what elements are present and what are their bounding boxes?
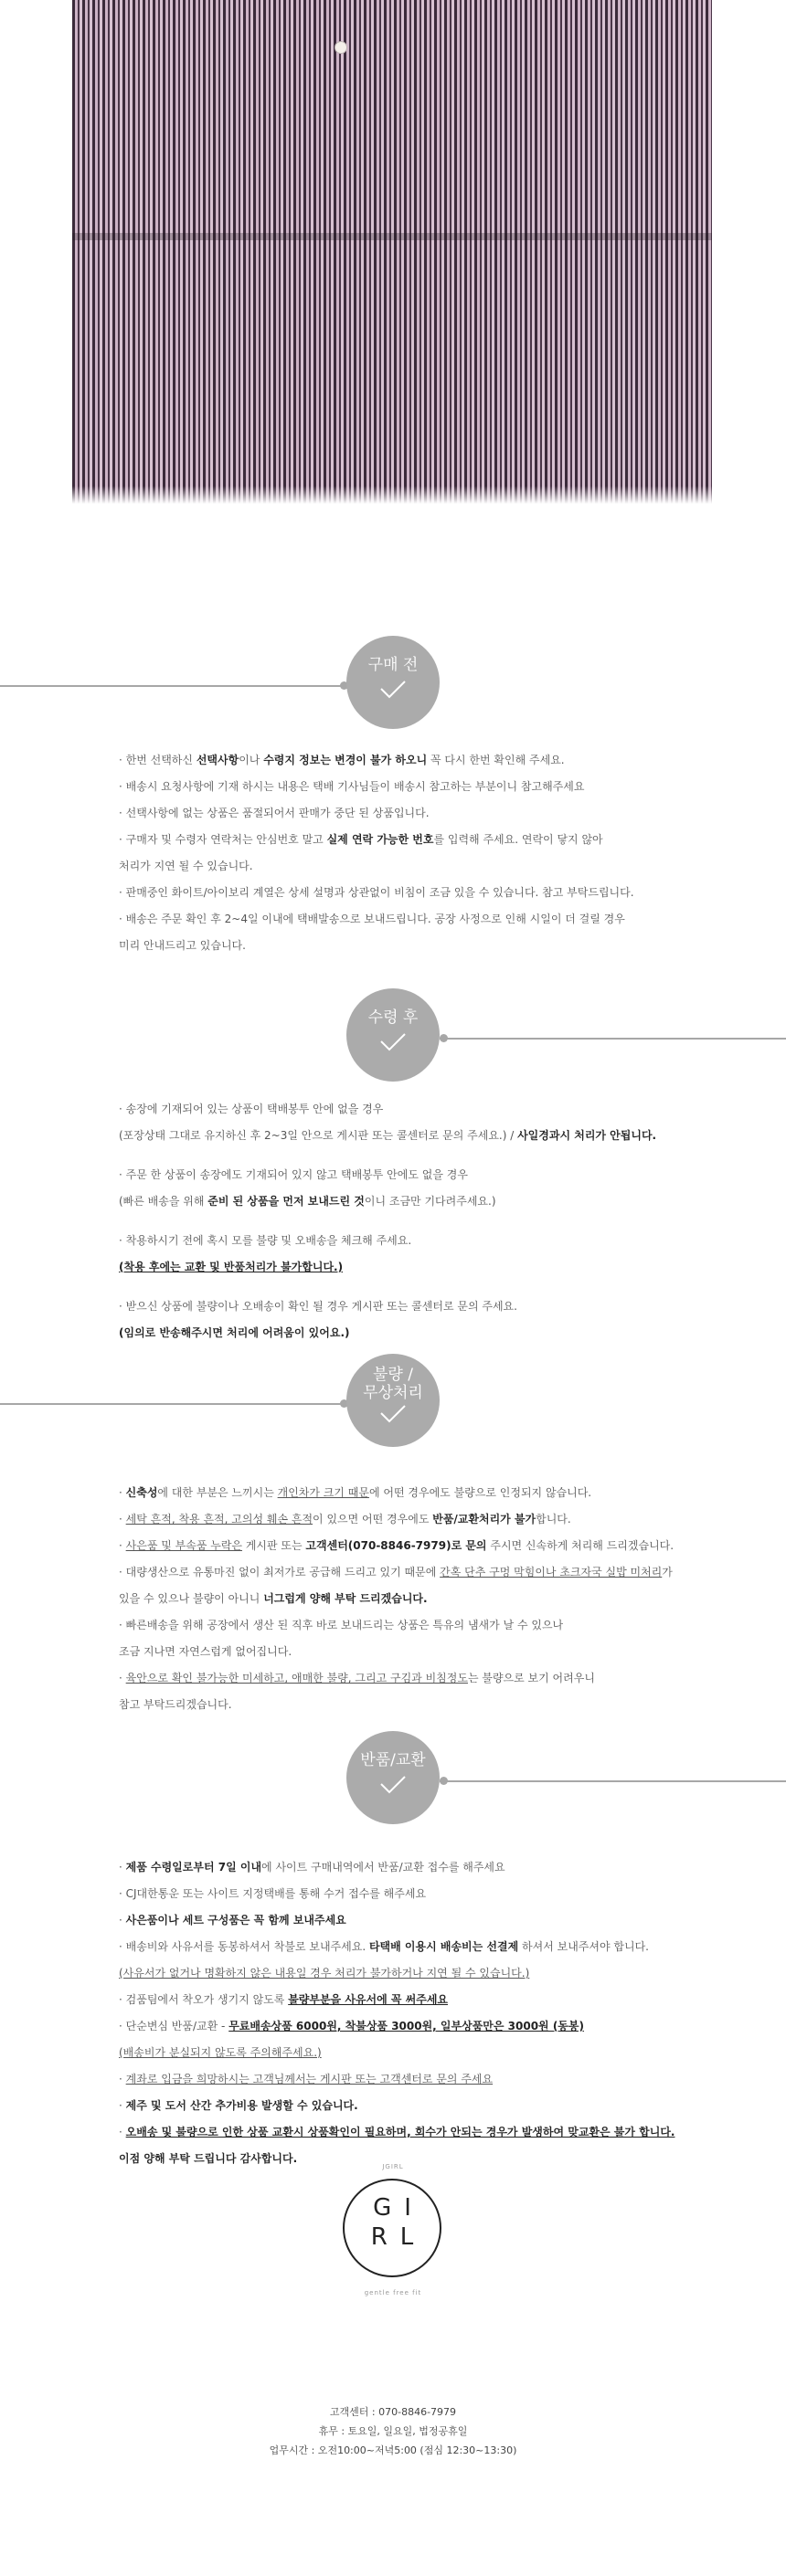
section-badge: [346, 1354, 440, 1447]
section-badge: [346, 1731, 440, 1824]
list-item: · 배송은 주문 확인 후 2~4일 이내에 택배발송으로 보내드립니다. 공장 사정으로 인해 시일이 더 걸릴 경우: [119, 913, 625, 925]
contact-holidays: 휴무 : 토요일, 일요일, 법정공휴일: [318, 2425, 468, 2437]
divider-line: [0, 1403, 346, 1405]
underlined-text: (사유서가 없거나 명확하지 않은 내용일 경우 처리가 불가하거나 지연 될 수 있습니다.): [119, 1967, 530, 1980]
emphasis-text: 타택배 이용시 배송비는 선결제: [368, 1940, 519, 1953]
spacer: [119, 1215, 704, 1228]
list-item: · 빠른배송을 위해 공장에서 생산 된 직후 바로 보내드리는 상품은 특유의 냄새가 날 수 있으나: [119, 1619, 564, 1631]
check-icon: [379, 680, 407, 700]
list-item: · 착용하시기 전에 혹시 모를 불량 및 오배송을 체크해 주세요.: [119, 1234, 412, 1247]
list-item: · 대량생산으로 유통마진 없이 최저가로 공급해 드리고 있기 때문에 간혹 단추 구멍 막힘이나 초크자국 실밥 미처리가: [119, 1566, 673, 1578]
underlined-text: 간혹 단추 구멍 막힘이나 초크자국 실밥 미처리: [440, 1566, 663, 1578]
list-item: · 단순변심 반품/교환 - 무료배송상품 6000원, 착불상품 3000원, 일부상품만은 3000원 (동봉): [119, 2020, 584, 2032]
list-item: · 사은품 및 부속품 누락은 게시판 또는 고객센터(070-8846-7979)로 문의 주시면 신속하게 처리해 드리겠습니다.: [119, 1539, 674, 1552]
list-item: [119, 1320, 704, 1346]
list-item: · 배송시 요청사항에 기재 하시는 내용은 택배 기사님들이 배송시 참고하는 부분이니 참고해주세요: [119, 780, 585, 793]
list-item: · 세탁 흔적, 착용 흔적, 고의성 훼손 흔적이 있으면 어떤 경우에도 반품/교환처리가 불가합니다.: [119, 1513, 571, 1526]
section-body-return: [119, 1854, 704, 2172]
logo-line1: GI: [373, 2194, 424, 2222]
section-header-after: [0, 988, 786, 1089]
shirt-fold-shadow: [72, 233, 712, 240]
emphasis-text: 너그럽게 양해 부탁 드리겠습니다.: [263, 1592, 428, 1605]
emphasis-underlined-text: 무료배송상품 6000원, 착불상품 3000원, 일부상품만은 3000원 (동봉): [228, 2020, 584, 2032]
list-item: · 검품팀에서 착오가 생기지 않도록 불량부분을 사유서에 꼭 써주세요: [119, 1993, 449, 2006]
emphasis-text: 준비 된 상품을 먼저 보내드린 것: [207, 1195, 365, 1208]
underlined-text: 사은품 및 부속품 누락은: [125, 1539, 243, 1552]
underlined-text: 세탁 흔적, 착용 흔적, 고의성 훼손 흔적: [125, 1513, 313, 1526]
emphasis-underlined-text: 오배송 및 불량으로 인한 상품 교환시 상품확인이 필요하며, 회수가 안되는 경우가 발생하여 맞교환은 불가 합니다.: [125, 2126, 675, 2138]
underlined-text: 계좌로 입금을 희망하시는 고객님께서는 게시판 또는 고객센터로 문의 주세요: [125, 2073, 494, 2085]
list-item: · 사은품이나 세트 구성품은 꼭 함께 보내주세요: [119, 1914, 346, 1927]
list-item: · 계좌로 입금을 희망하시는 고객님께서는 게시판 또는 고객센터로 문의 주세요: [119, 2073, 494, 2085]
list-item: · 오배송 및 불량으로 인한 상품 교환시 상품확인이 필요하며, 회수가 안되는 경우가 발생하여 맞교환은 불가 합니다.: [119, 2126, 675, 2138]
spacer: [119, 1149, 704, 1162]
section-header-return: [0, 1731, 786, 1832]
section-body-before: [119, 747, 704, 959]
list-item: · 신축성에 대한 부분은 느끼시는 개인차가 크기 때문에 어떤 경우에도 불량으로 인정되지 않습니다.: [119, 1486, 592, 1499]
section-title: 수령 후: [367, 1008, 419, 1027]
contact-info: [0, 2402, 786, 2460]
list-item: (빠른 배송을 위해 준비 된 상품을 먼저 보내드린 것이니 조금만 기다려주세요.): [119, 1195, 496, 1208]
section-header-defect: [0, 1354, 786, 1454]
list-item: [119, 2040, 704, 2066]
divider-line: [440, 1780, 786, 1782]
list-item: 참고 부탁드리겠습니다.: [119, 1698, 232, 1711]
emphasis-text: 제품 수령일로부터 7일 이내: [125, 1861, 262, 1874]
emphasis-text: 선택사항: [196, 754, 239, 766]
logo-line2: RL: [370, 2223, 427, 2251]
underlined-text: 육안으로 확인 불가능한 미세하고, 애매한 불량, 그리고 구김과 비침정도: [125, 1672, 468, 1684]
emphasis-underlined-text: (착용 후에는 교환 및 반품처리가 불가합니다.): [119, 1261, 344, 1273]
list-item: · 육안으로 확인 불가능한 미세하고, 애매한 불량, 그리고 구김과 비침정도는 불량으로 보기 어려우니: [119, 1672, 595, 1684]
list-item: · 배송비와 사유서를 동봉하셔서 착불로 보내주세요. 타택배 이용시 배송비는 선결제 하셔서 보내주셔야 합니다.: [119, 1940, 649, 1953]
list-item: · 구매자 및 수령자 연락처는 안심번호 말고 실제 연락 가능한 번호를 입력해 주세요. 연락이 닿지 않아: [119, 833, 603, 846]
list-item: · 판매중인 화이트/아이보리 계열은 상세 설명과 상관없이 비침이 조금 있을 수 있습니다. 참고 부탁드립니다.: [119, 886, 634, 899]
section-badge: [346, 988, 440, 1082]
emphasis-text: 제주 및 도서 산간 추가비용 발생할 수 있습니다.: [125, 2099, 358, 2112]
list-item: · 제주 및 도서 산간 추가비용 발생할 수 있습니다.: [119, 2099, 358, 2112]
logo-bottom-text: gentle free fit: [364, 2289, 422, 2296]
emphasis-text: 반품/교환처리가 불가: [432, 1513, 536, 1526]
section-header-before: [0, 636, 786, 736]
underlined-text: (배송비가 분실되지 않도록 주의해주세요.): [119, 2046, 322, 2059]
emphasis-text: 고객센터(070-8846-7979)로 문의: [305, 1539, 487, 1552]
section-body-defect: [119, 1480, 704, 1718]
underlined-text: 개인차가 크기 때문: [277, 1486, 369, 1499]
list-item: · CJ대한통운 또는 사이트 지정택배를 통해 수거 접수를 해주세요: [119, 1887, 427, 1900]
list-item: (포장상태 그대로 유지하신 후 2~3일 안으로 게시판 또는 콜센터로 문의 주세요.) / 사일경과시 처리가 안됩니다.: [119, 1129, 657, 1142]
contact-phone: 고객센터 : 070-8846-7979: [329, 2406, 457, 2418]
list-item: 미리 안내드리고 있습니다.: [119, 939, 246, 952]
list-item: · 선택사항에 없는 상품은 품절되어서 판매가 중단 된 상품입니다.: [119, 807, 430, 819]
spacer: [119, 1281, 704, 1293]
emphasis-text: 사은품이나 세트 구성품은 꼭 함께 보내주세요: [125, 1914, 346, 1927]
list-item: · 주문 한 상품이 송장에도 기재되어 있지 않고 택배봉투 안에도 없을 경우: [119, 1168, 468, 1181]
check-icon: [379, 1404, 407, 1424]
list-item: · 제품 수령일로부터 7일 이내에 사이트 구매내역에서 반품/교환 접수를 해주세요: [119, 1861, 505, 1874]
section-title-line2: 무상처리: [363, 1384, 423, 1402]
check-icon: [379, 1775, 407, 1795]
section-title: 불량 /: [373, 1366, 413, 1384]
emphasis-text: 실제 연락 가능한 번호: [326, 833, 434, 846]
section-badge: [346, 636, 440, 729]
list-item: · 한번 선택하신 선택사항이나 수령지 정보는 변경이 불가 하오니 꼭 다시 한번 확인해 주세요.: [119, 754, 565, 766]
check-icon: [379, 1032, 407, 1052]
list-item: 처리가 지연 될 수 있습니다.: [119, 860, 253, 872]
logo-top-text: JGIRL: [382, 2163, 404, 2170]
shirt-hem-fade: [72, 486, 712, 512]
list-item: [119, 1254, 704, 1281]
section-title: 구매 전: [367, 656, 419, 674]
contact-hours: 업무시간 : 오전10:00~저녁5:00 (점심 12:30~13:30): [269, 2444, 517, 2456]
list-item: [119, 1960, 704, 1987]
section-title: 반품/교환: [360, 1751, 426, 1769]
emphasis-text: 수령지 정보는 변경이 불가 하오니: [263, 754, 428, 766]
emphasis-text: 신축성: [125, 1486, 158, 1499]
divider-line: [440, 1038, 786, 1040]
list-item: · 송장에 기재되어 있는 상품이 택배봉투 안에 없을 경우: [119, 1103, 384, 1115]
shirt-button: [335, 41, 347, 54]
emphasis-underlined-text: 불량부분을 사유서에 꼭 써주세요: [288, 1993, 449, 2006]
emphasis-text: 이점 양해 부탁 드립니다 감사합니다.: [119, 2152, 298, 2165]
divider-line: [0, 685, 346, 687]
list-item: · 받으신 상품에 불량이나 오배송이 확인 될 경우 게시판 또는 콜센터로 문의 주세요.: [119, 1300, 517, 1313]
product-photo: [72, 0, 712, 512]
emphasis-text: 사일경과시 처리가 안됩니다.: [517, 1129, 657, 1142]
list-item: 조금 지나면 자연스럽게 없어집니다.: [119, 1645, 292, 1658]
emphasis-text: (임의로 반송해주시면 처리에 어려움이 있어요.): [119, 1326, 350, 1339]
section-body-after: [119, 1096, 704, 1346]
brand-logo: [343, 2179, 441, 2277]
list-item: 있을 수 있으나 불량이 아니니 너그럽게 양해 부탁 드리겠습니다.: [119, 1592, 428, 1605]
